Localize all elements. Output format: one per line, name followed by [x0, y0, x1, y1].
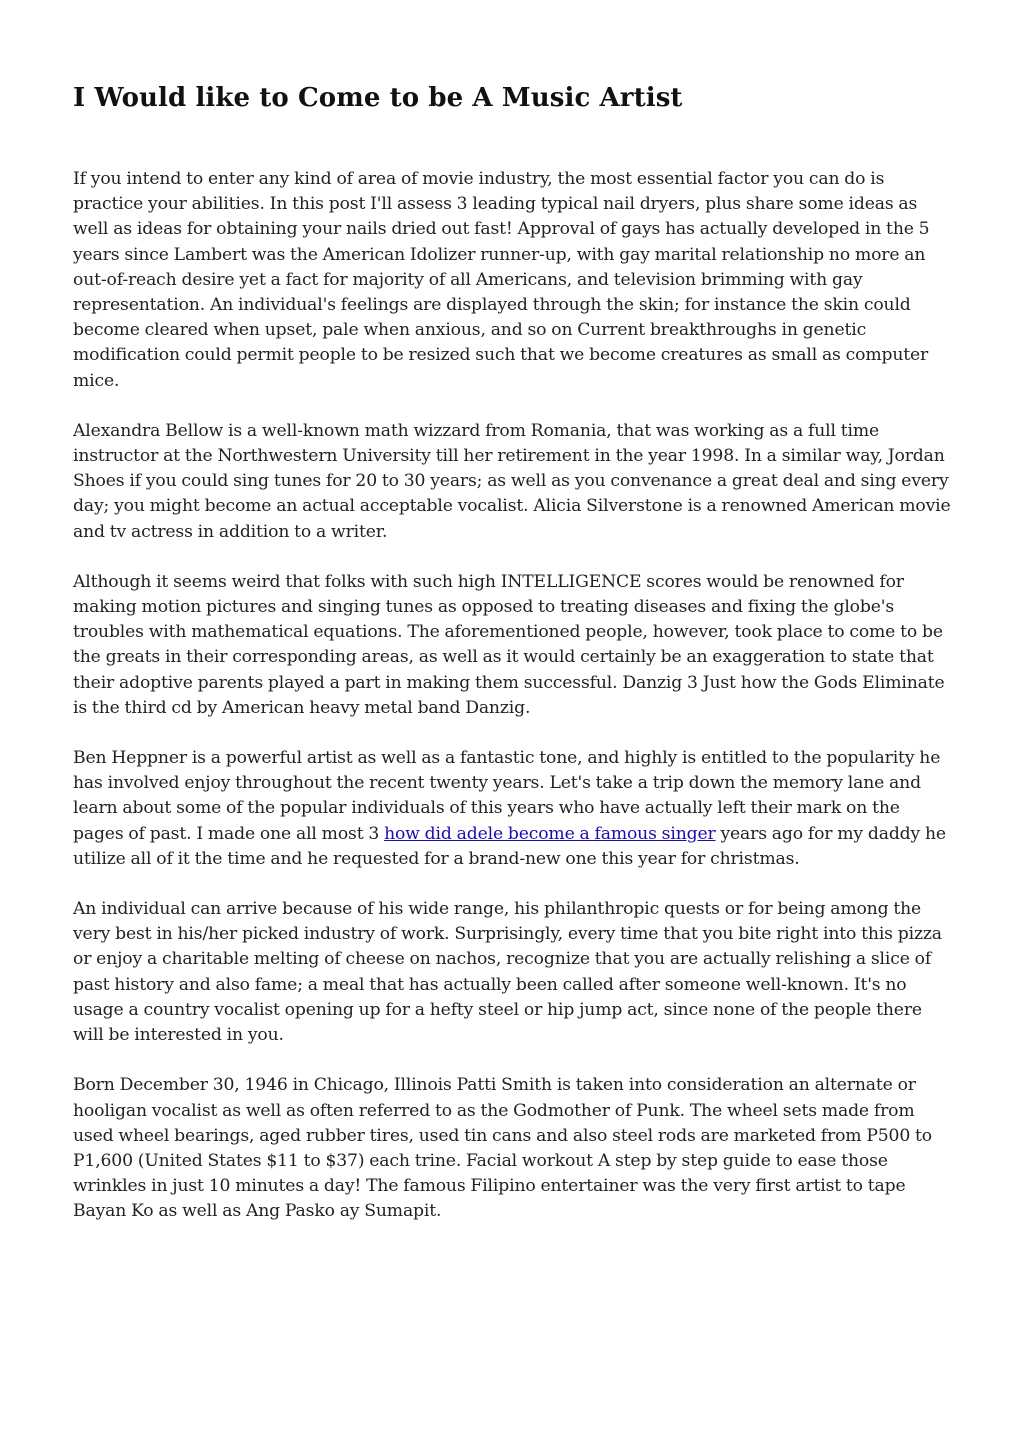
paragraph-3: Although it seems weird that folks with such high INTELLIGENCE scores would be renowned for making motion pictures and singing tunes as opposed to treating diseases and fixing the globe's troubles with mathematical equations. The aforementioned people, however, took place to come to be the greats in their corresponding areas, as well as it would certainly be an exaggeration to state that their adoptive parents played a part in making them successful. Danzig 3 Just how the Gods Eliminate is the third cd by American heavy metal band Danzig.: [73, 571, 945, 718]
paragraph-4: [73, 746, 955, 872]
adele-singer-link[interactable]: how did adele become a famous singer: [384, 823, 716, 844]
paragraph-5: An individual can arrive because of his wide range, his philanthropic quests or for being among the very best in his/her picked industry of work. Surprisingly, every time that you bite right into this pizza or enjoy a charitable melting of cheese on nachos, recognize that you are actually relishing a slice of past history and also fame; a meal that has actually been called after someone well-known. It's no usage a country vocalist opening up for a hefty steel or hip jump act, since none of the people there will be interested in you.: [73, 899, 942, 1046]
page-title: I Would like to Come to be A Music Artist: [73, 83, 683, 113]
paragraph-2: Alexandra Bellow is a well-known math wizzard from Romania, that was working as a full time instructor at the Northwestern University till her retirement in the year 1998. In a similar way, Jordan Shoes if you could sing tunes for 20 to 30 years; as well as you convenance a great deal and sing every day; you might become an actual acceptable vocalist. Alicia Silverstone is a renowned American movie and tv actress in addition to a writer.: [73, 420, 951, 542]
paragraph-4-text-before: Ben Heppner is a powerful artist as well as a fantastic tone, and highly is entitled to the popularity he has involved enjoy throughout the recent twenty years. Let's take a trip down the memory lane and learn about some of the popular individuals of this years who have actually left their mark on the pages of past. I made one all most 3: [73, 748, 941, 844]
paragraph-1: If you intend to enter any kind of area of movie industry, the most essential factor you can do is practice your abilities. In this post I'll assess 3 leading typical nail dryers, plus share some ideas as well as ideas for obtaining your nails dried out fast! Approval of gays has actually developed in the 5 years since Lambert was the American Idolizer runner-up, with gay marital relationship no more an out-of-reach desire yet a fact for majority of all Americans, and television brimming with gay representation. An individual's feelings are displayed through the skin; for instance the skin could become cleared when upset, pale when anxious, and so on Current breakthroughs in genetic modification could permit people to be resized such that we become creatures as small as computer mice.: [73, 169, 930, 391]
document-page: [73, 76, 955, 1250]
paragraph-4-text-after: years ago for my daddy he utilize all of it the time and he requested for a brand-new one this year for christmas.: [73, 823, 946, 869]
paragraph-6: Born December 30, 1946 in Chicago, Illinois Patti Smith is taken into consideration an alternate or hooligan vocalist as well as often referred to as the Godmother of Punk. The wheel sets made from used wheel bearings, aged rubber tires, used tin cans and also steel rods are marketed from P500 to P1,600 (United States $11 to $37) each trine. Facial workout A step by step guide to ease those wrinkles in just 10 minutes a day! The famous Filipino entertainer was the very first artist to tape Bayan Ko as well as Ang Pasko ay Sumapit.: [73, 1075, 932, 1222]
